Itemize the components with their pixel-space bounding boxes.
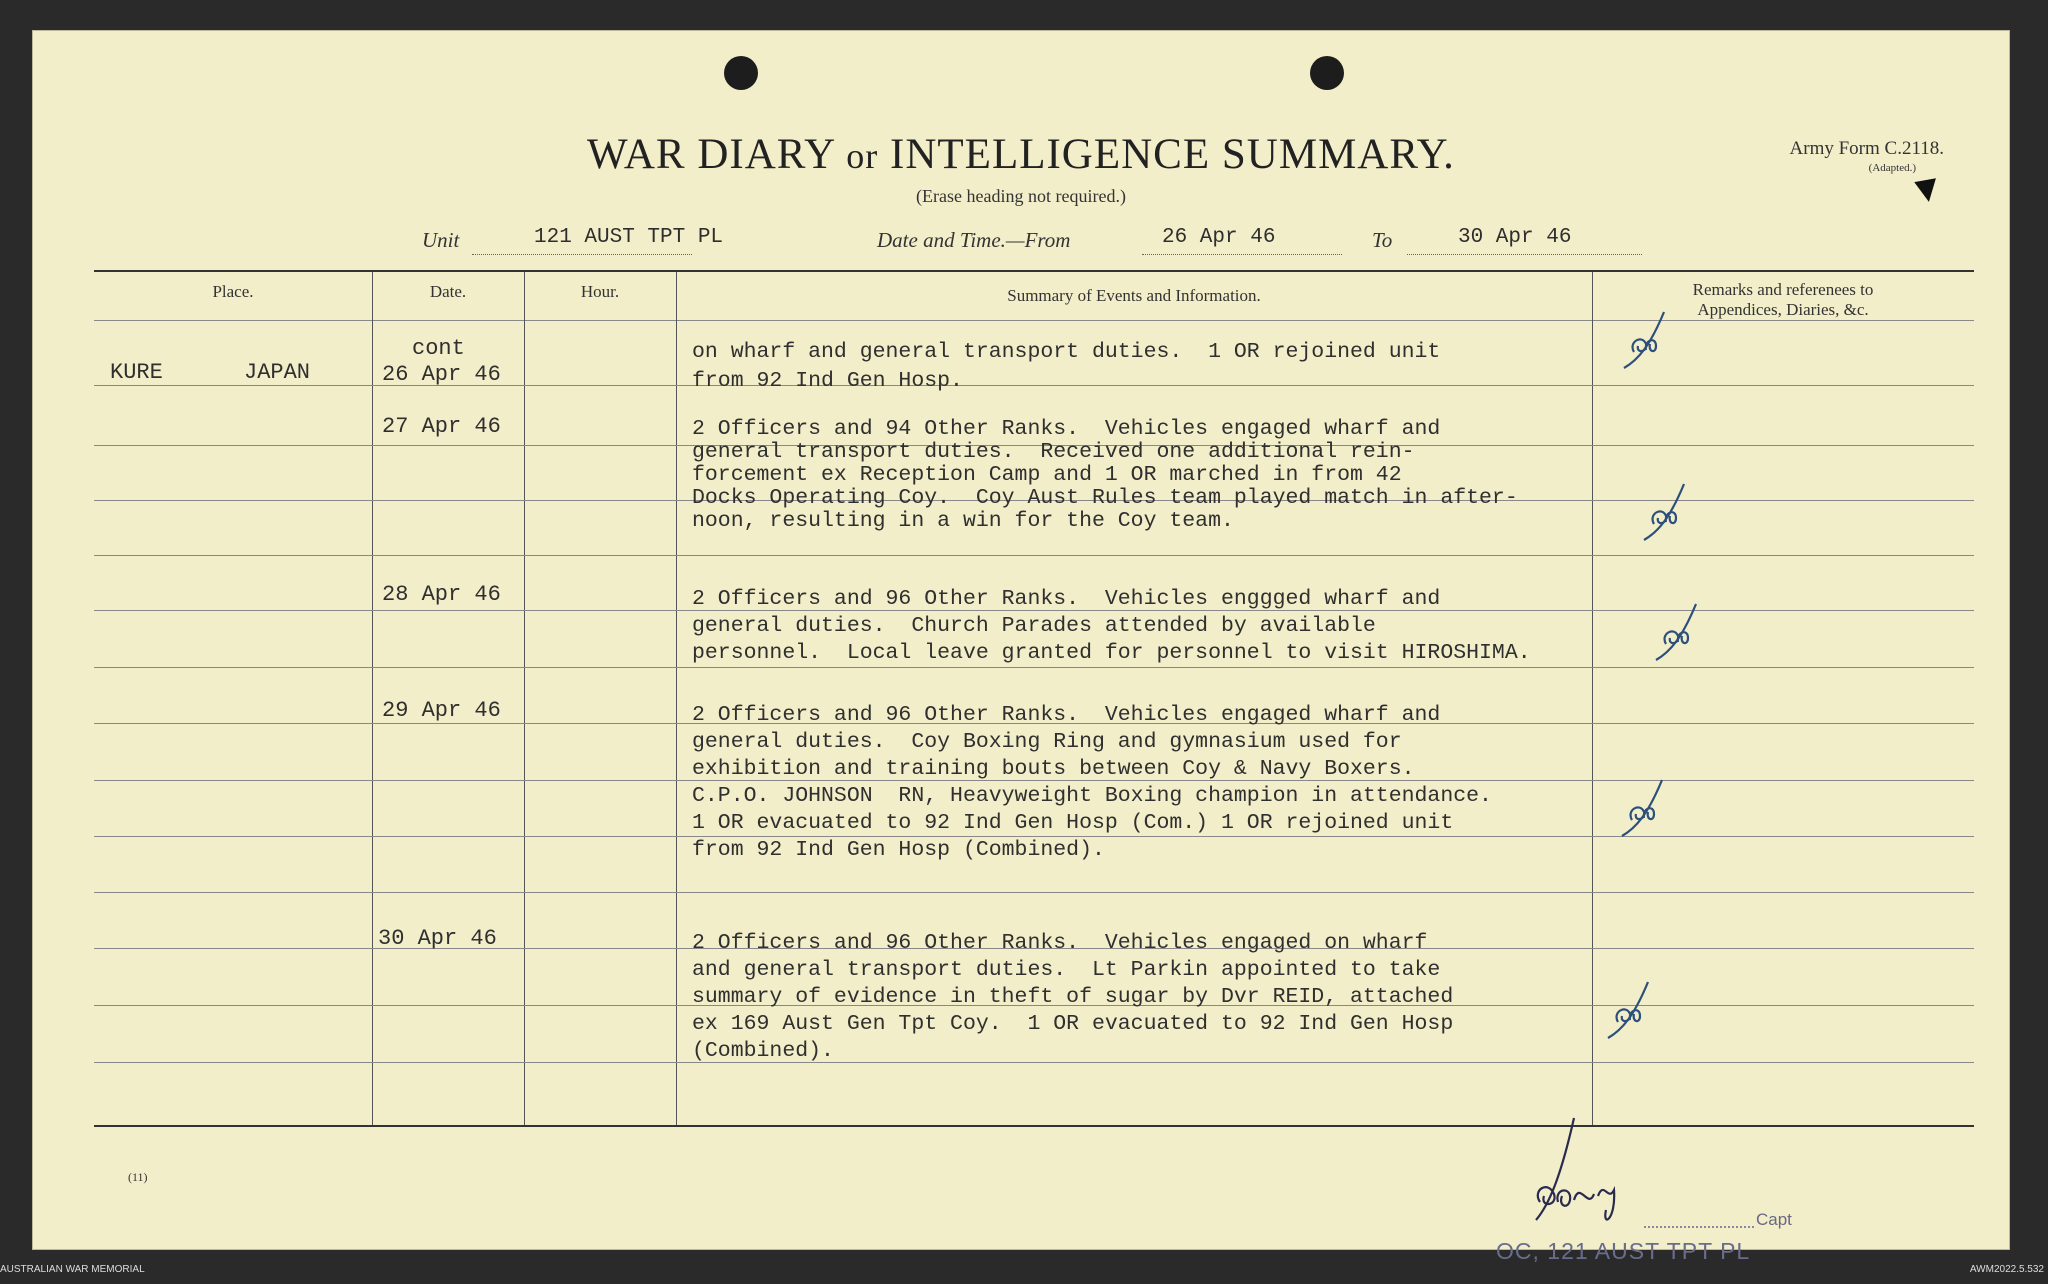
entry-line: and general transport duties. Lt Parkin appointed to take	[692, 958, 1441, 982]
entry-30-apr	[692, 930, 1453, 1065]
entry-line: from 92 Ind Gen Hosp (Combined).	[692, 838, 1105, 862]
unit-value: 121 AUST TPT PL	[534, 226, 724, 249]
punch-hole-right	[1310, 56, 1344, 90]
entry-line: general transport duties. Received one additional rein-	[692, 440, 1415, 464]
initials-mark-icon	[1640, 478, 1696, 548]
entry-line: forcement ex Reception Camp and 1 OR marched in from 42	[692, 463, 1402, 487]
form-subtitle: (Erase heading not required.)	[916, 186, 1126, 206]
date-time-label: Date and Time.—From	[877, 228, 1071, 252]
entry-line: noon, resulting in a win for the Coy team.	[692, 509, 1234, 533]
entry-line: personnel. Local leave granted for personnel to visit HIROSHIMA.	[692, 641, 1531, 665]
entry-line: (Combined).	[692, 1039, 834, 1063]
diary-sheet	[32, 30, 2010, 1264]
place-town: KURE	[110, 360, 163, 385]
form-title	[32, 130, 2010, 179]
entry-line: 2 Officers and 96 Other Ranks. Vehicles engaged on wharf	[692, 931, 1428, 955]
initials-mark-icon	[1604, 976, 1660, 1046]
signature-rank: Capt	[1756, 1210, 1792, 1229]
entry-27-apr	[692, 418, 1518, 533]
header-remarks-line2: Appendices, Diaries, &c.	[1697, 300, 1869, 319]
entry-line: ex 169 Aust Gen Tpt Coy. 1 OR evacuated to 92 Ind Gen Hosp	[692, 1012, 1454, 1036]
entry-line: exhibition and training bouts between Coy & Navy Boxers.	[692, 757, 1415, 781]
header-remarks-line1: Remarks and referenees to	[1692, 280, 1874, 299]
date-entry: 26 Apr 46	[382, 362, 501, 387]
date-entry: 30 Apr 46	[378, 926, 497, 951]
entry-line: on wharf and general transport duties. 1 OR rejoined unit	[692, 340, 1441, 364]
header-summary: Summary of Events and Information.	[1007, 286, 1261, 305]
entry-28-apr	[692, 586, 1531, 667]
form-adapted: (Adapted.)	[1868, 162, 1916, 174]
signature-dotted-line	[1644, 1226, 1754, 1228]
form-number-block	[1790, 138, 1944, 174]
entry-line: 2 Officers and 96 Other Ranks. Vehicles engaged wharf and	[692, 703, 1441, 727]
date-from-value: 26 Apr 46	[1162, 226, 1276, 249]
initials-mark-icon	[1620, 306, 1676, 376]
form-code: (11)	[128, 1170, 148, 1184]
title-intelligence-summary: INTELLIGENCE SUMMARY.	[890, 131, 1455, 178]
date-entry: 29 Apr 46	[382, 698, 501, 723]
entry-29-apr	[692, 702, 1492, 864]
arrow-mark-icon	[1914, 178, 1939, 203]
header-date: Date.	[429, 282, 467, 301]
date-cont: cont	[412, 336, 465, 361]
date-entry: 27 Apr 46	[382, 414, 501, 439]
column-divider-place	[372, 272, 373, 1125]
entry-line: C.P.O. JOHNSON RN, Heavyweight Boxing champion in attendance.	[692, 784, 1492, 808]
column-divider-hour	[676, 272, 677, 1125]
entry-line: general duties. Church Parades attended by available	[692, 614, 1376, 638]
place-country: JAPAN	[244, 360, 311, 385]
title-or: or	[846, 136, 879, 176]
entry-26-apr	[692, 338, 1440, 396]
initials-mark-icon	[1652, 598, 1708, 668]
date-to-value: 30 Apr 46	[1458, 226, 1572, 249]
title-war-diary: WAR DIARY	[587, 131, 835, 178]
column-divider-summary	[1592, 272, 1593, 1125]
unit-label: Unit	[422, 228, 460, 252]
form-number: Army Form C.2118.	[1789, 138, 1944, 159]
table-bottom-rule	[94, 1125, 1974, 1127]
header-hour: Hour.	[580, 282, 620, 301]
archive-credit: AUSTRALIAN WAR MEMORIAL	[0, 1264, 145, 1275]
signature-mark-icon	[1518, 1110, 1648, 1240]
entry-line: 2 Officers and 96 Other Ranks. Vehicles enggged wharf and	[692, 587, 1441, 611]
entry-line: 1 OR evacuated to 92 Ind Gen Hosp (Com.) 1 OR rejoined unit	[692, 811, 1454, 835]
date-entry: 28 Apr 46	[382, 582, 501, 607]
punch-hole-left	[724, 56, 758, 90]
table-header-rule	[94, 320, 1974, 321]
initials-mark-icon	[1618, 774, 1674, 844]
column-divider-date	[524, 272, 525, 1125]
entry-line: from 92 Ind Gen Hosp.	[692, 369, 963, 393]
archive-reference: AWM2022.5.532	[1969, 1264, 2044, 1275]
date-to-label: To	[1372, 228, 1393, 252]
header-place: Place.	[212, 282, 254, 301]
entry-line: general duties. Coy Boxing Ring and gymnasium used for	[692, 730, 1402, 754]
unit-stamp: OC, 121 AUST TPT PL	[1496, 1238, 1751, 1264]
entry-line: summary of evidence in theft of sugar by Dvr REID, attached	[692, 985, 1454, 1009]
entry-line: 2 Officers and 94 Other Ranks. Vehicles engaged wharf and	[692, 417, 1441, 441]
entry-line: Docks Operating Coy. Coy Aust Rules team played match in after-	[692, 486, 1518, 510]
table-top-rule	[94, 270, 1974, 272]
unit-line	[422, 226, 1642, 260]
